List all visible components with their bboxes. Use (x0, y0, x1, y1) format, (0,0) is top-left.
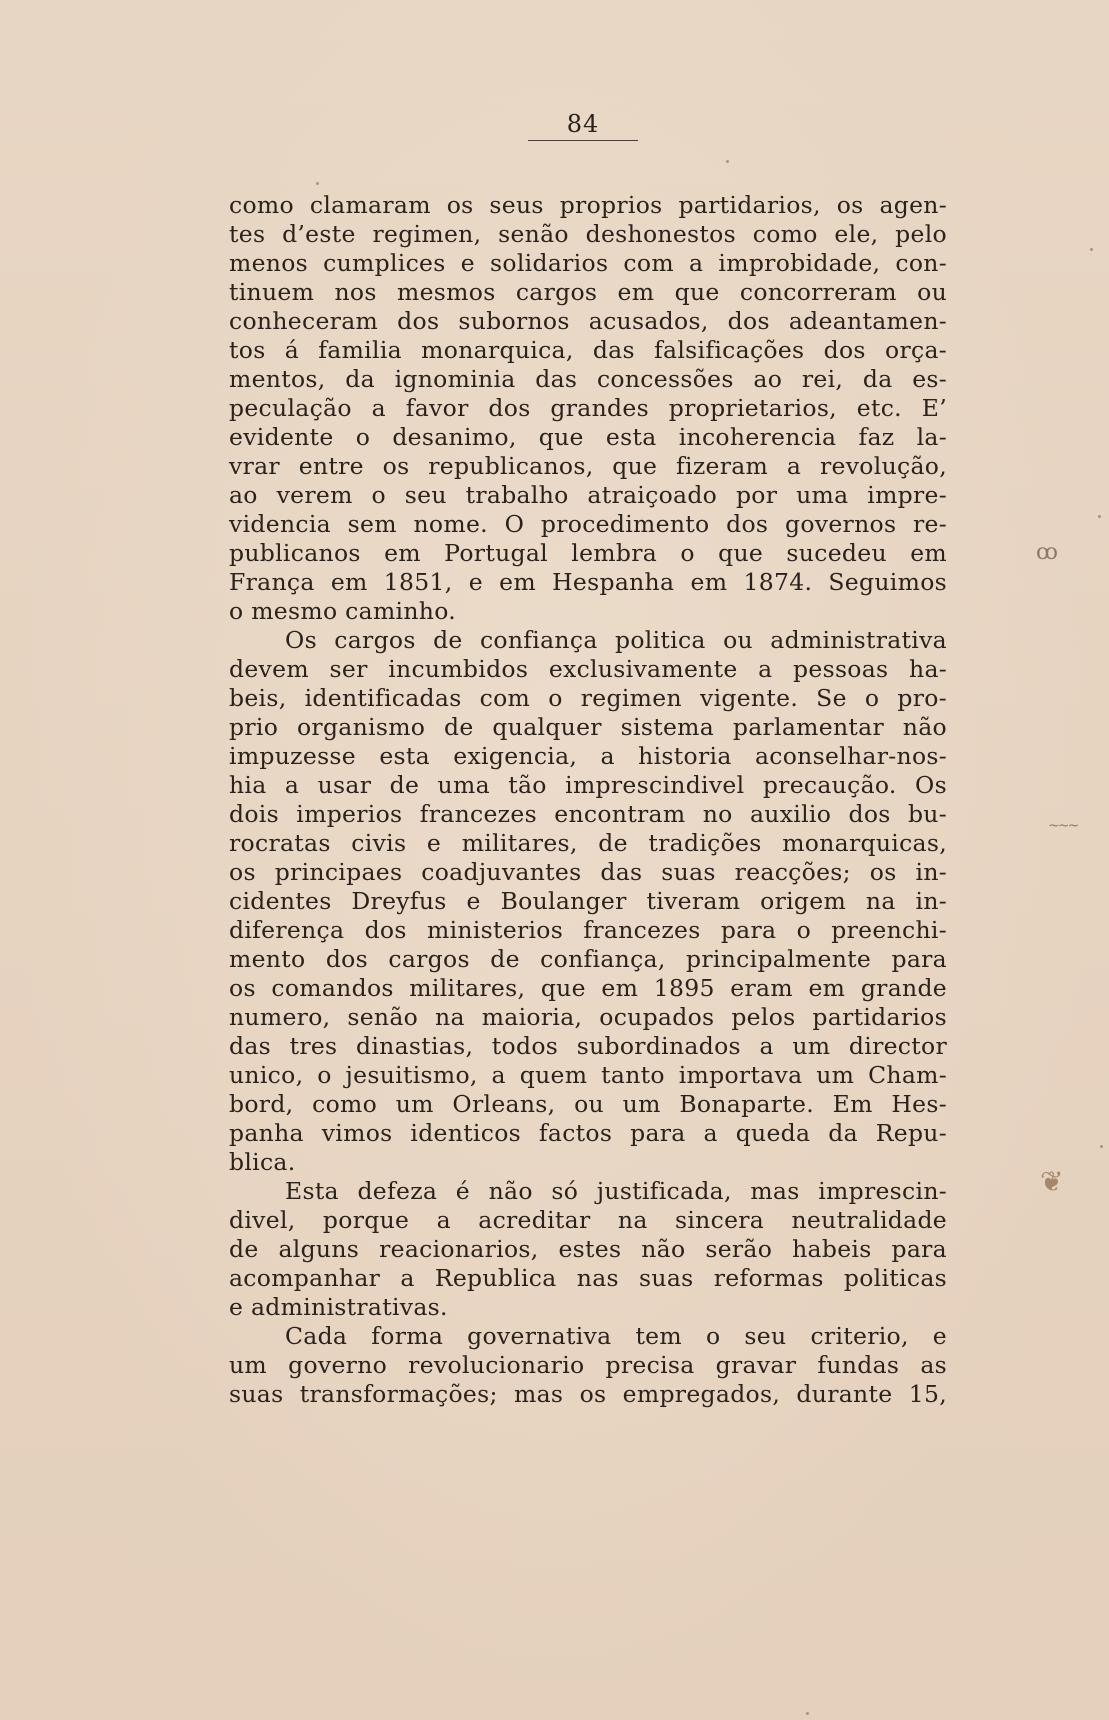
paper-speck (316, 182, 319, 185)
paper-speck (1098, 515, 1101, 518)
text-line: Cada forma governativa tem o seu criterio, e (285, 1322, 947, 1350)
text-line: França em 1851, e em Hespanha em 1874. Seguimos (229, 568, 947, 596)
text-line: Esta defeza é não só justificada, mas imprescin- (285, 1177, 947, 1205)
text-line: como clamaram os seus proprios partidarios, os agen- (229, 191, 947, 219)
text-line: tes d’este regimen, senão deshonestos como ele, pelo (229, 220, 947, 248)
text-line: videncia sem nome. O procedimento dos governos re- (229, 510, 947, 538)
text-line: e administrativas. (229, 1293, 448, 1321)
paper-speck (1100, 1145, 1103, 1148)
text-line: suas transformações; mas os empregados, durante 15, (229, 1380, 947, 1408)
text-line: menos cumplices e solidarios com a improbidade, con- (229, 249, 947, 277)
text-line: devem ser incumbidos exclusivamente a pessoas ha- (229, 655, 947, 683)
text-line: o mesmo caminho. (229, 597, 457, 625)
text-line: divel, porque a acreditar na sincera neutralidade (229, 1206, 947, 1234)
text-line: dois imperios francezes encontram no auxilio dos bu- (229, 800, 947, 828)
text-line: publicanos em Portugal lembra o que sucedeu em (229, 539, 947, 567)
text-line: um governo revolucionario precisa gravar fundas as (229, 1351, 947, 1379)
paper-speck (1090, 248, 1093, 251)
text-line: panha vimos identicos factos para a queda da Repu- (229, 1119, 947, 1147)
text-line: rocratas civis e militares, de tradições monarquicas, (229, 829, 947, 857)
text-line: de alguns reacionarios, estes não serão habeis para (229, 1235, 947, 1263)
text-line: mentos, da ignominia das concessões ao rei, da es- (229, 365, 947, 393)
text-line: peculação a favor dos grandes proprietarios, etc. E’ (229, 394, 947, 422)
paper-speck (806, 1712, 809, 1715)
text-line: tos á familia monarquica, das falsificações dos orça- (229, 336, 947, 364)
text-line: das tres dinastias, todos subordinados a um director (229, 1032, 947, 1060)
text-line: Os cargos de confiança politica ou administrativa (285, 626, 947, 654)
text-line: acompanhar a Republica nas suas reformas politicas (229, 1264, 947, 1292)
text-line: beis, identificadas com o regimen vigente. Se o pro- (229, 684, 947, 712)
body-text (229, 191, 947, 1409)
text-line: prio organismo de qualquer sistema parlamentar não (229, 713, 947, 741)
text-line: os principaes coadjuvantes das suas reacções; os in- (229, 858, 947, 886)
text-line: tinuem nos mesmos cargos em que concorreram ou (229, 278, 947, 306)
margin-scribble-mark: ~~~ (1048, 818, 1078, 834)
text-line: blica. (229, 1148, 296, 1176)
text-line: diferença dos ministerios francezes para o preenchi- (229, 916, 947, 944)
text-line: hia a usar de uma tão imprescindivel precaução. Os (229, 771, 947, 799)
text-line: vrar entre os republicanos, que fizeram a revolução, (229, 452, 947, 480)
margin-stain-mark: ꝏ (1036, 540, 1058, 565)
margin-ink-blot: ❦ (1040, 1165, 1064, 1198)
paper-speck (726, 160, 729, 163)
page-number: 84 (528, 110, 638, 141)
text-line: conheceram dos subornos acusados, dos adeantamen- (229, 307, 947, 335)
text-line: impuzesse esta exigencia, a historia aconselhar-nos- (229, 742, 947, 770)
text-line: cidentes Dreyfus e Boulanger tiveram origem na in- (229, 887, 947, 915)
text-line: unico, o jesuitismo, a quem tanto importava um Cham- (229, 1061, 947, 1089)
text-line: ao verem o seu trabalho atraiçoado por uma impre- (229, 481, 947, 509)
text-line: os comandos militares, que em 1895 eram em grande (229, 974, 947, 1002)
text-line: mento dos cargos de confiança, principalmente para (229, 945, 947, 973)
text-line: evidente o desanimo, que esta incoherencia faz la- (229, 423, 947, 451)
text-line: bord, como um Orleans, ou um Bonaparte. Em Hes- (229, 1090, 947, 1118)
text-line: numero, senão na maioria, ocupados pelos partidarios (229, 1003, 947, 1031)
